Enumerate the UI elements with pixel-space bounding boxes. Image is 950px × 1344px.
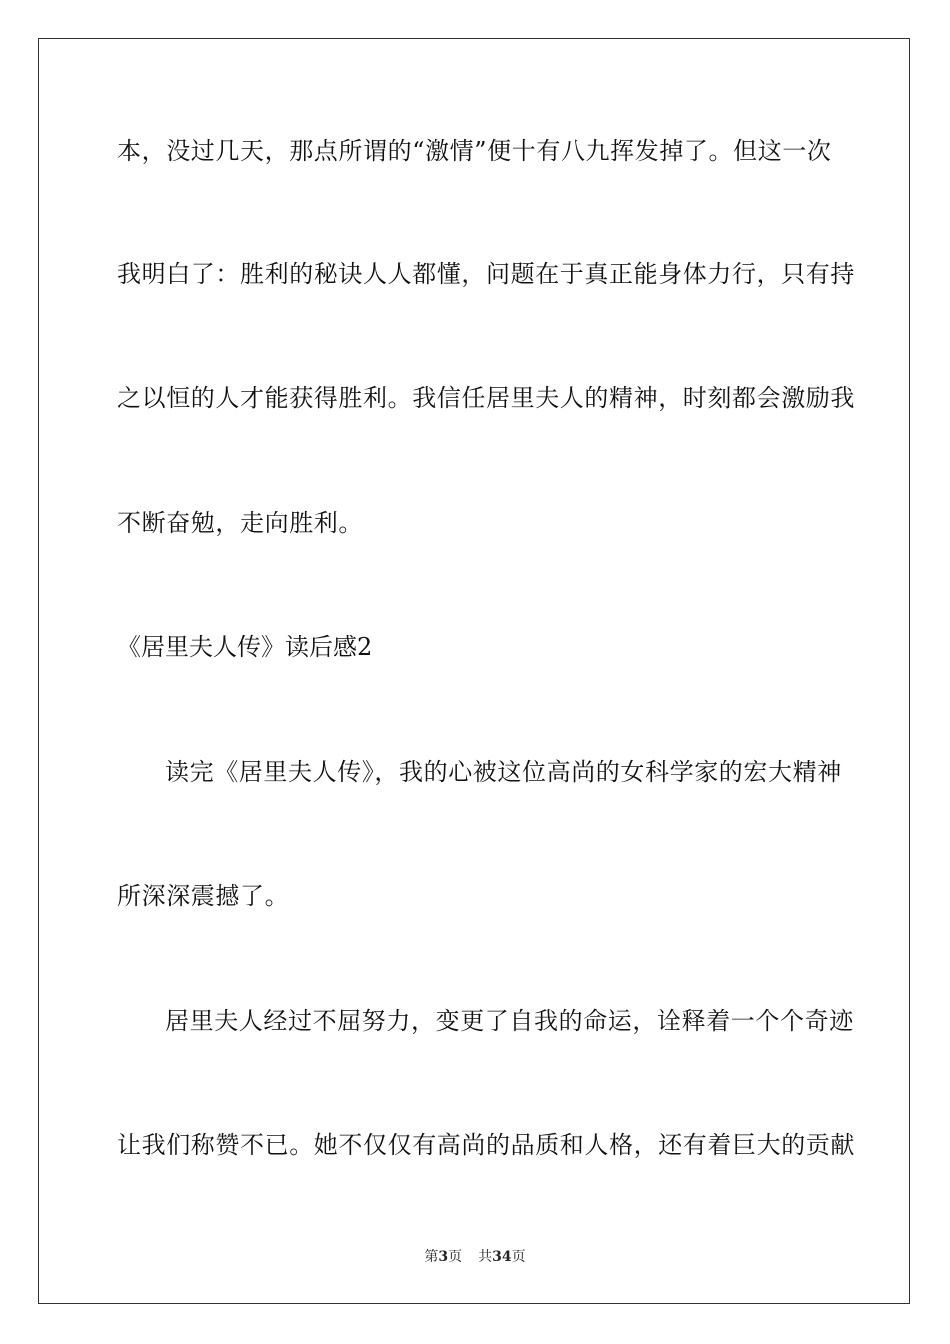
footer-total-prefix: 共 (478, 1249, 493, 1265)
page-footer (0, 1247, 950, 1267)
footer-current-page: 3 (438, 1249, 449, 1265)
body-text-line: 让我们称赞不已。她不仅仅有高尚的品质和人格，还有着巨大的贡献 (117, 1131, 855, 1159)
body-text-line: 不断奋勉，走向胜利。 (117, 509, 363, 537)
footer-total-suffix: 页 (511, 1249, 526, 1265)
footer-page-prefix: 第 (424, 1249, 439, 1265)
body-text-line: 居里夫人经过不屈努力，变更了自我的命运，诠释着一个个奇迹 (165, 1007, 854, 1035)
body-text-line: 我明白了：胜利的秘诀人人都懂，问题在于真正能身体力行，只有持 (117, 260, 855, 288)
footer-page-suffix: 页 (448, 1249, 463, 1265)
body-text-line: 本，没过几天，那点所谓的“激情”便十有八九挥发掉了。但这一次 (117, 137, 832, 165)
body-text-line: 读完《居里夫人传》，我的心被这位高尚的女科学家的宏大精神 (165, 758, 842, 786)
body-text-line: 所深深震撼了。 (117, 882, 290, 910)
body-text-line: 之以恒的人才能获得胜利。我信任居里夫人的精神，时刻都会激励我 (117, 384, 855, 412)
footer-total-pages: 34 (492, 1249, 512, 1265)
page-border (38, 38, 910, 1304)
section-heading: 《居里夫人传》读后感2 (117, 633, 373, 661)
